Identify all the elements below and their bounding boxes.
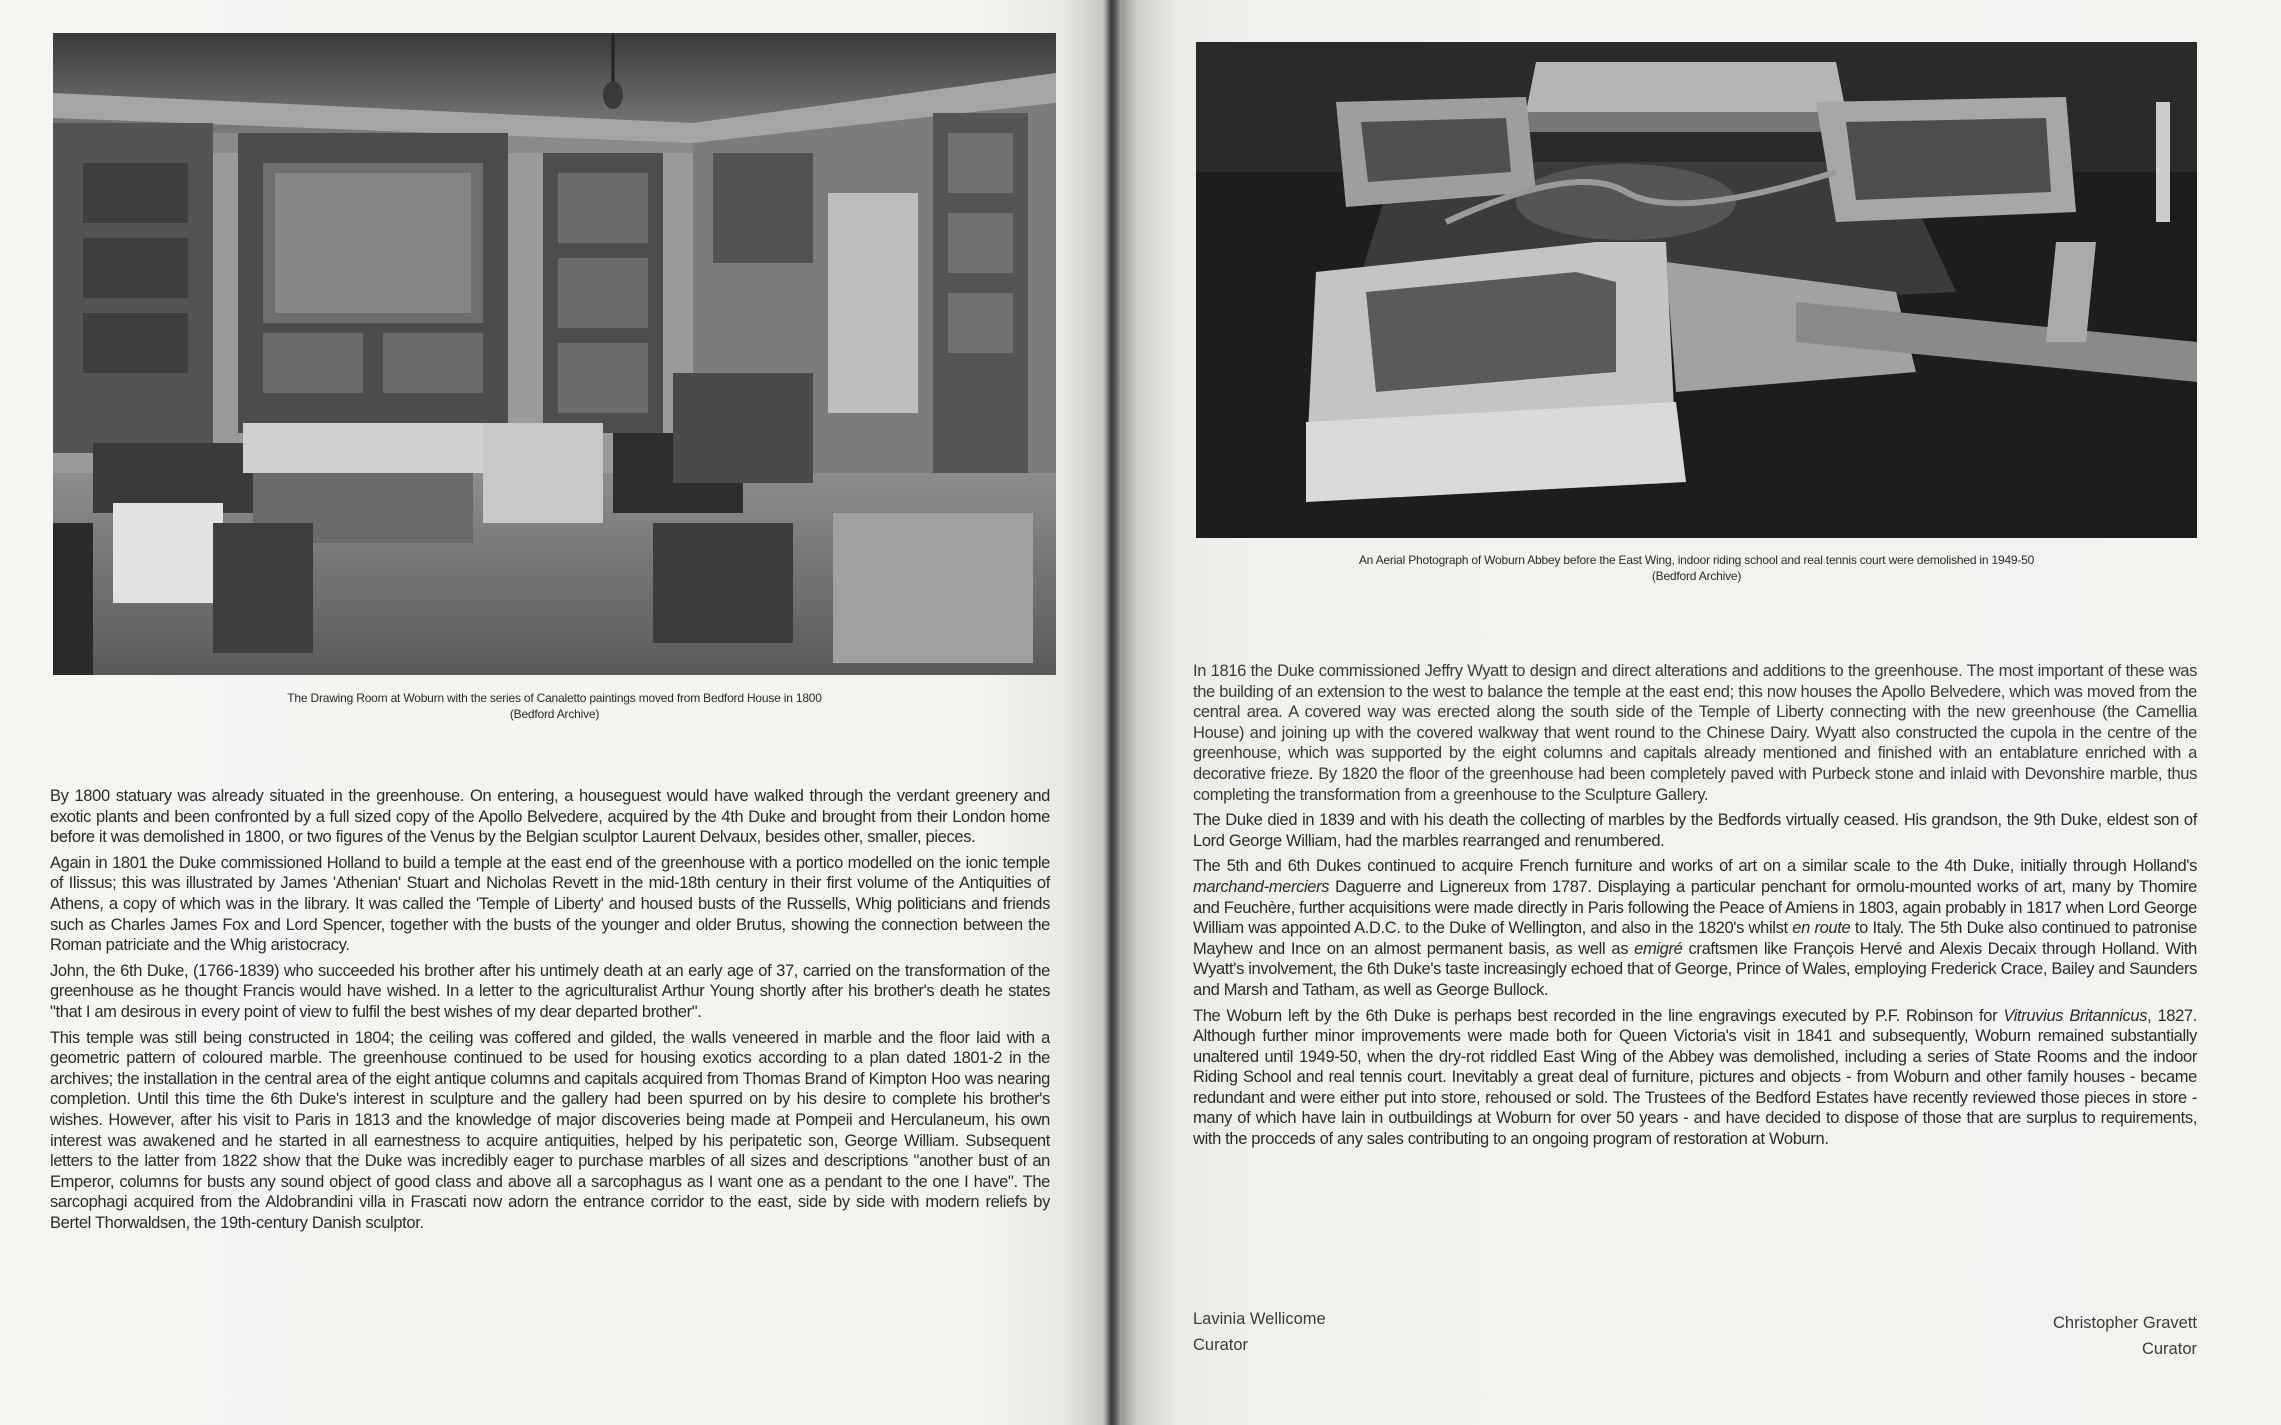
text-span: , 1827. Although further minor improvements were made both for Queen Victoria's visit in 1841 and subsequently, Woburn remained substantially unaltered until 1949-50, when the dry-rot riddled East Wing of the Abbey was demolished, including a series of State Rooms and the indoor Riding School and real tennis court. Inevitably a great deal of furniture, pictures and objects - from Woburn and other family houses - became redundant and were either put into store, rehoused or sold. The Trustees of the Bedford Estates have recently reviewed those pieces in store - many of which have lain in outbuildings at Woburn for over 50 years - and have decided to dispose of those that are surplus to requirements, with the procceds of any sales contributing to an ongoing program of restoration at Woburn. bbox=[1193, 1006, 2197, 1149]
paragraph: Again in 1801 the Duke commissioned Holland to build a temple at the east end of the greenhouse with a portico modelled on the ionic temple of Ilissus; this was illustrated by James 'Athenian' Stuart and Nicholas Revett in the mid-18th century in their first volume of the Antiquities of Athens, a copy of which was in the library. It was called the 'Temple of Liberty' and housed busts of the Russells, Whig politicians and friends such as Charles James Fox and Lord Spencer, together with the busts of the younger and older Brutus, showing the connection between the Roman patriciate and the Whig aristocracy. bbox=[50, 853, 1050, 955]
text-span: The 5th and 6th Dukes continued to acquire French furniture and works of art on a similar scale to the 4th Duke, initially through Holland's bbox=[1193, 857, 2197, 876]
italic-term: marchand-merciers bbox=[1193, 877, 1330, 896]
paragraph: The Duke died in 1839 and with his death the collecting of marbles by the Bedfords virtually ceased. His grandson, the 9th Duke, eldest son of Lord George William, had the marbles rearranged and renumbered. bbox=[1193, 811, 2197, 850]
book-gutter bbox=[1104, 0, 1122, 1425]
text-span: The Woburn left by the 6th Duke is perhaps best recorded in the line engravings executed by P.F. Robinson for bbox=[1193, 1006, 2004, 1025]
aerial-abbey-image bbox=[1196, 42, 2197, 538]
signature-gravett bbox=[1900, 1310, 2197, 1362]
paragraph bbox=[1193, 856, 2197, 1000]
caption-credit: (Bedford Archive) bbox=[509, 707, 600, 721]
paragraph: By 1800 statuary was already situated in the greenhouse. On entering, a houseguest would have walked through the verdant greenery and exotic plants and been confronted by a full sized copy of the Apollo Belvedere, acquired by the 4th Duke and brought from their London home before it was demolished in 1800, or two figures of the Venus by the Belgian sculptor Laurent Delvaux, besides other, smaller, pieces. bbox=[50, 787, 1050, 847]
paragraph: In 1816 the Duke commissioned Jeffry Wyatt to design and direct alterations and additions to the greenhouse. The most important of these was the building of an extension to the west to balance the temple at the east end; this now houses the Apollo Belvedere, which was moved from the central area. A covered way was erected along the south side of the Temple of Liberty connecting with the new greenhouse (the Camellia House) and joining up with the covered walkway that went round to the Chinese Dairy. Wyatt also constructed the cupola in the centre of the greenhouse, which was supported by the eight columns and capitals already mentioned and finished with an entablature enriched with a decorative frieze. By 1820 the floor of the greenhouse had been completely paved with Purbeck stone and inlaid with Devonshire marble, thus completing the transformation from a greenhouse to the Sculpture Gallery. bbox=[1193, 662, 2197, 804]
left-page bbox=[0, 0, 1108, 1425]
signature-wellicome bbox=[1193, 1306, 1326, 1358]
aerial-caption bbox=[1196, 552, 2197, 584]
paragraph: John, the 6th Duke, (1766-1839) who succeeded his brother after his untimely death at an early age of 37, carried on the transformation of the greenhouse as he thought Francis would have wished. In a letter to the agriculturalist Arthur Young shortly after his brother's death he states "that I am desirous in every point of view to fulfil the best wishes of my dear departed brother". bbox=[50, 961, 1050, 1021]
italic-term: en route bbox=[1792, 919, 1851, 938]
signature-title: Curator bbox=[1193, 1336, 1249, 1354]
italic-title: Vitruvius Britannicus bbox=[2003, 1006, 2148, 1025]
signature-title: Curator bbox=[2141, 1340, 2197, 1358]
caption-credit: (Bedford Archive) bbox=[1651, 569, 1742, 583]
text-span: Daguerre and Lignereux from 1787. Displaying a particular penchant for ormolu-mounted works of art, many by Thomire and Feuchère, further acquisitions were made directly in Paris following the Peace of Amiens in 1803, again probably in 1817 when Lord George William was appointed A.D.C. to the Duke of Wellington, and also in the 1820's whilst bbox=[1193, 877, 2197, 938]
italic-term: emigré bbox=[1634, 939, 1683, 958]
text-span: to Italy. The 5th Duke also continued to patronise Mayhew and Ince on an almost permanent basis, as well as bbox=[1193, 919, 2197, 958]
text-span: craftsmen like François Hervé and Alexis Decaix through Holland. With Wyatt's involvement, the 6th Duke's taste increasingly echoed that of George, Prince of Wales, employing Frederick Crace, Bailey and Saunders and Marsh and Tatham, as well as George Bullock. bbox=[1193, 939, 2197, 999]
drawing-room-image bbox=[53, 33, 1056, 675]
aerial-photo bbox=[1196, 42, 2197, 538]
right-body-text bbox=[1193, 661, 2197, 1155]
signature-name: Christopher Gravett bbox=[2053, 1314, 2197, 1332]
left-body-text bbox=[50, 786, 1050, 1238]
caption-text: An Aerial Photograph of Woburn Abbey before the East Wing, indoor riding school and real tennis court were demolished in 1949-50 bbox=[1358, 553, 2035, 567]
signature-name: Lavinia Wellicome bbox=[1193, 1310, 1326, 1328]
paragraph bbox=[1193, 1006, 2197, 1150]
drawing-room-caption bbox=[53, 690, 1056, 722]
paragraph: This temple was still being constructed in 1804; the ceiling was coffered and gilded, the walls veneered in marble and the floor laid with a geometric pattern of coloured marble. The greenhouse continued to be used for housing exotics according to a plan dated 1801-2 in the archives; the installation in the central area of the eight antique columns and capitals acquired from Thomas Brand of Kimpton Hoo was nearing completion. Until this time the 6th Duke's interest in sculpture and the gallery had been spurred on by his desire to complete his brother's wishes. However, after his visit to Paris in 1813 and the knowledge of major discoveries being made at Pompeii and Herculaneum, his own interest was awakened and he started in all earnestness to acquire antiquities, helped by his peripatetic son, George William. Subsequent letters to the latter from 1822 show that the Duke was incredibly eager to purchase marbles of all sizes and descriptions "another bust of an Emperor, columns for busts any sound object of good class and above all a sarcophagus as I want one as a pendant to the one I have". The sarcophagi acquired from the Aldobrandini villa in Frascati now adorn the entrance corridor to the east, side by side with modern reliefs by Bertel Thorwaldsen, the 19th-century Danish sculptor. bbox=[50, 1028, 1050, 1232]
caption-text: The Drawing Room at Woburn with the series of Canaletto paintings moved from Bedford House in 1800 bbox=[287, 691, 822, 705]
drawing-room-photo bbox=[53, 33, 1056, 675]
